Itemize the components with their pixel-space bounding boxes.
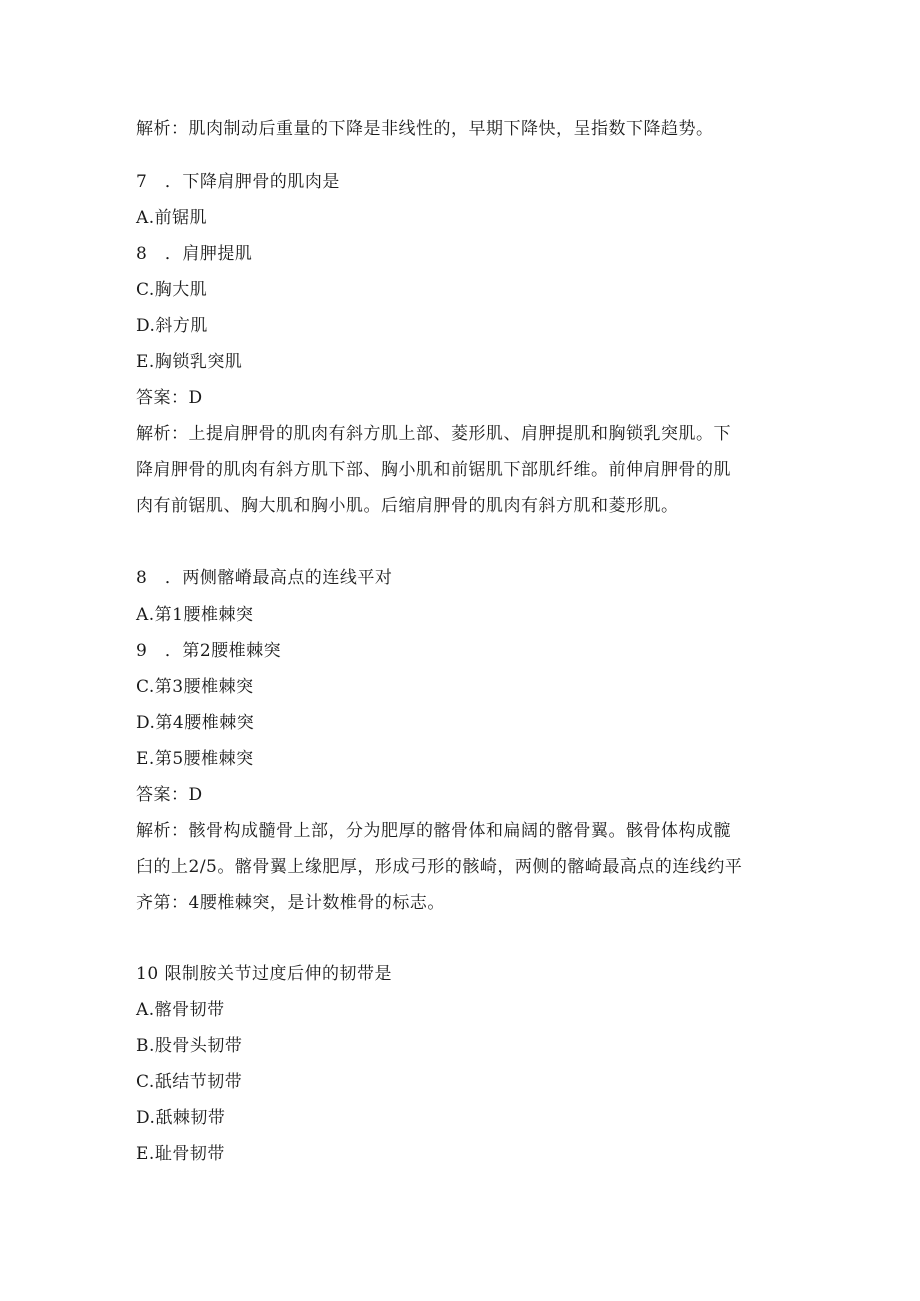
question-7-option-c: C.胸大肌	[136, 280, 208, 300]
question-7-option-a: A.前锯肌	[136, 208, 208, 228]
question-10-option-d: D.舐棘韧带	[136, 1108, 226, 1128]
question-8-option-a: A.第1腰椎棘突	[136, 605, 254, 625]
question-10-stem: 10 限制胺关节过度后伸的韧带是	[136, 964, 393, 984]
question-7-stem: 7 ．下降肩胛骨的肌肉是	[136, 172, 340, 192]
question-7-option-e: E.胸锁乳突肌	[136, 352, 243, 372]
question-8-option-d: D.第4腰椎棘突	[136, 713, 255, 733]
question-10-option-e: E.耻骨韧带	[136, 1144, 225, 1164]
question-8-option-b: 9 ．第2腰椎棘突	[136, 641, 282, 661]
question-7-analysis-line: 解析：上提肩胛骨的肌肉有斜方肌上部、菱形肌、肩胛提肌和胸锁乳突肌。下	[136, 424, 731, 444]
question-7-option-b: 8 ．肩胛提肌	[136, 244, 253, 264]
question-8-stem: 8 ．两侧髂嵴最高点的连线平对	[136, 568, 393, 588]
question-10-option-c: C.舐结节韧带	[136, 1072, 243, 1092]
question-8-analysis-line: 齐第：4腰椎棘突，是计数椎骨的标志。	[136, 893, 445, 913]
question-10-option-a: A.髂骨韧带	[136, 1000, 225, 1020]
question-8-answer: 答案：D	[136, 785, 203, 805]
question-7-analysis-line: 肉有前锯肌、胸大肌和胸小肌。后缩肩胛骨的肌肉有斜方肌和菱形肌。	[136, 496, 679, 516]
question-8-option-c: C.第3腰椎棘突	[136, 677, 254, 697]
question-7-answer: 答案：D	[136, 388, 203, 408]
question-10-option-b: B.股骨头韧带	[136, 1036, 243, 1056]
question-7-option-d: D.斜方肌	[136, 316, 208, 336]
question-8-analysis-line: 臼的上2/5。髂骨翼上缘肥厚，形成弓形的骸崎，两侧的髂崎最高点的连线约平	[136, 857, 743, 877]
previous-analysis: 解析：肌肉制动后重量的下降是非线性的，早期下降快，呈指数下降趋势。	[136, 119, 714, 139]
question-7-analysis-line: 降肩胛骨的肌肉有斜方肌下部、胸小肌和前锯肌下部肌纤维。前伸肩胛骨的肌	[136, 460, 731, 480]
question-8-option-e: E.第5腰椎棘突	[136, 749, 254, 769]
question-8-analysis-line: 解析：骸骨构成髓骨上部，分为肥厚的髂骨体和扁阔的髂骨翼。骸骨体构成髋	[136, 821, 731, 841]
